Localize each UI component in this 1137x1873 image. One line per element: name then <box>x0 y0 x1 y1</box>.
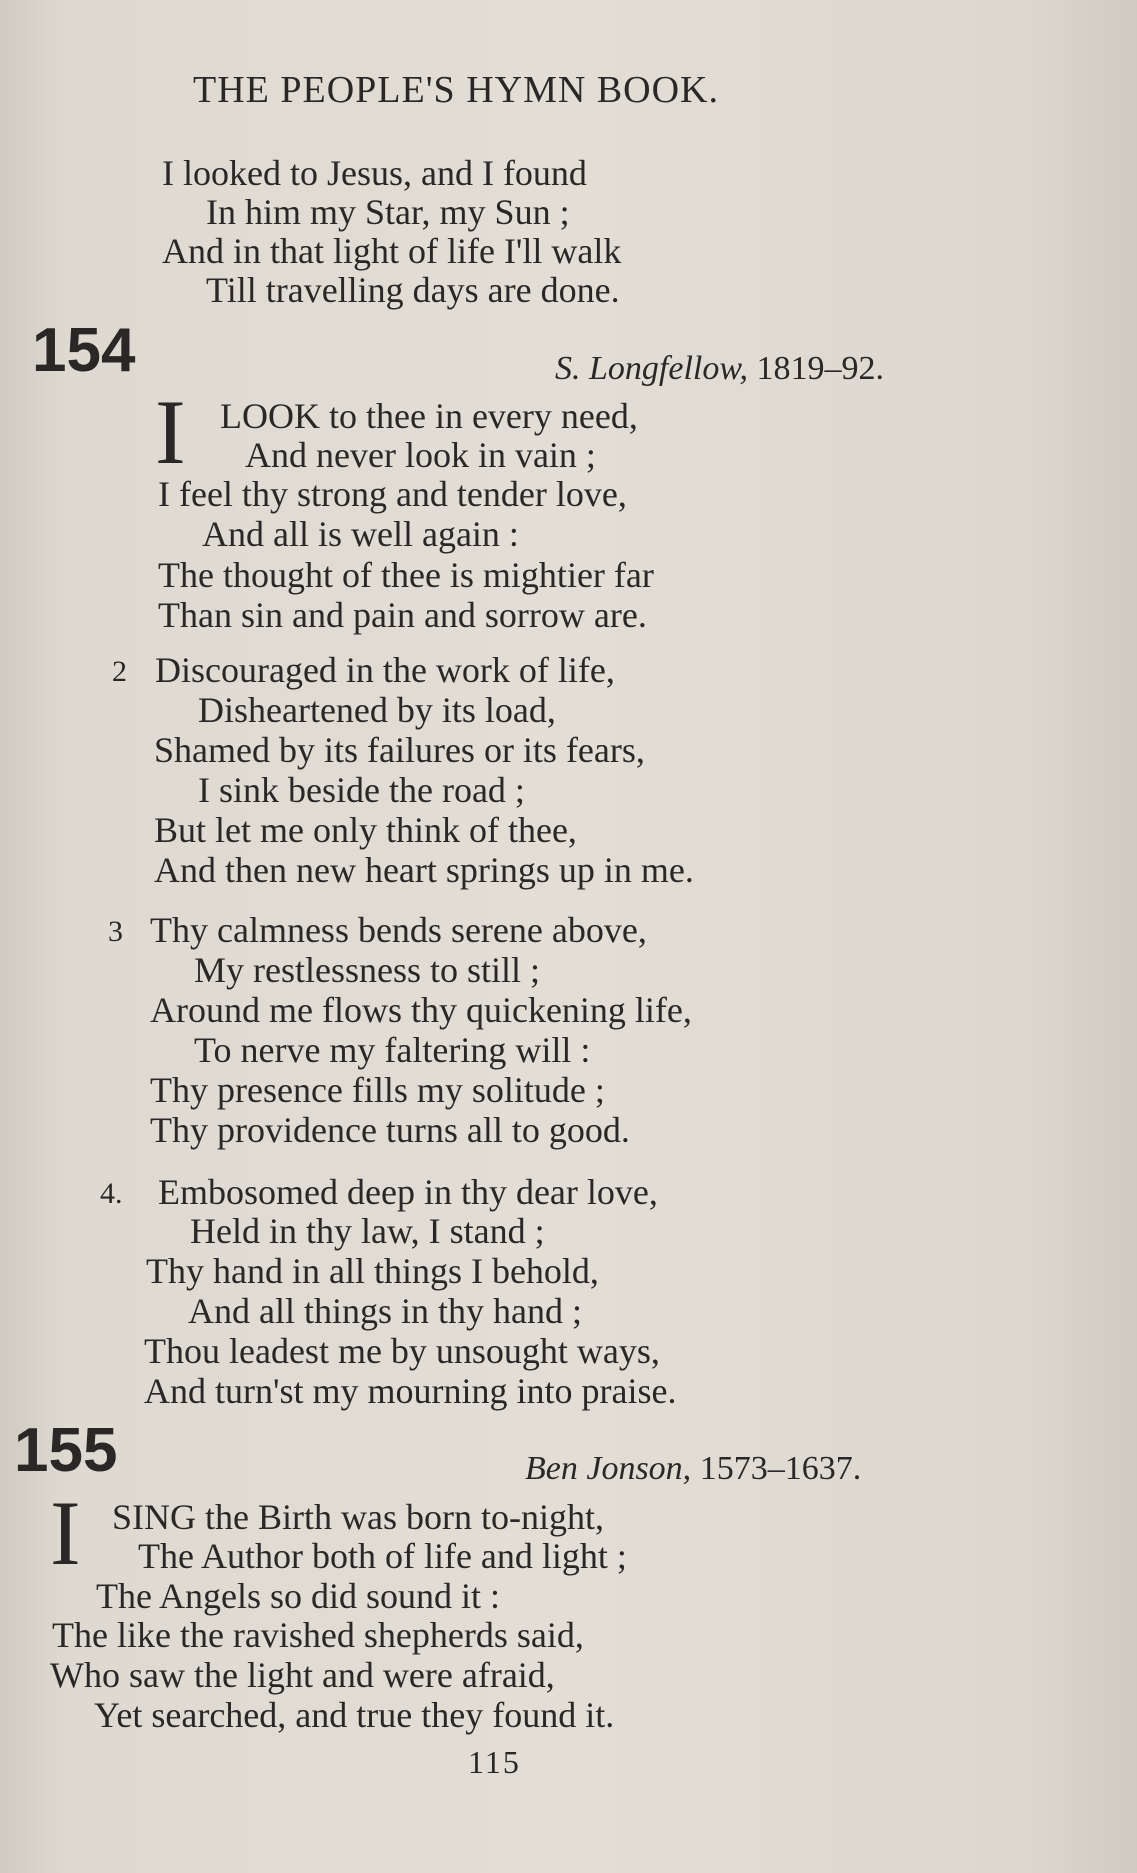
verse-line: Around me flows thy quickening life, <box>150 990 692 1030</box>
verse-line: I feel thy strong and tender love, <box>158 474 627 514</box>
verse-line: Than sin and pain and sorrow are. <box>158 595 647 635</box>
verse-line: Who saw the light and were afraid, <box>50 1655 555 1695</box>
page-number: 115 <box>468 1744 521 1780</box>
verse-line: I sink beside the road ; <box>198 770 525 810</box>
verse-line: Shamed by its failures or its fears, <box>154 730 645 770</box>
verse-line: My restlessness to still ; <box>194 950 541 990</box>
verse-line: The like the ravished shepherds said, <box>52 1615 584 1655</box>
verse-line: And turn'st my mourning into praise. <box>144 1371 677 1411</box>
verse-line: Discouraged in the work of life, <box>155 650 615 690</box>
verse-line: The Angels so did sound it : <box>96 1576 500 1616</box>
verse-number: 4. <box>100 1177 123 1210</box>
verse-line: And all is well again : <box>202 514 519 554</box>
author-years: 1573–1637. <box>699 1450 862 1487</box>
hymn-number: 155 <box>14 1416 118 1485</box>
author-name: Ben Jonson, <box>525 1450 692 1487</box>
verse-line: Thy presence fills my solitude ; <box>150 1070 605 1110</box>
verse-line: Thy providence turns all to good. <box>150 1110 630 1150</box>
running-header: THE PEOPLE'S HYMN BOOK. <box>193 69 719 111</box>
verse-line: Thy hand in all things I behold, <box>146 1251 599 1291</box>
hymn-author <box>555 350 884 388</box>
verse-line: Yet searched, and true they found it. <box>94 1695 615 1735</box>
drop-cap: I <box>155 381 186 483</box>
author-years: 1819–92. <box>756 350 884 387</box>
verse-line: Thou leadest me by unsought ways, <box>144 1331 660 1371</box>
verse-line: Held in thy law, I stand ; <box>190 1211 545 1251</box>
drop-cap: I <box>50 1482 81 1584</box>
verse-number: 2 <box>112 655 127 688</box>
verse-line: In him my Star, my Sun ; <box>206 192 570 232</box>
hymn-author <box>525 1450 861 1488</box>
verse-number: 3 <box>108 915 123 948</box>
verse-line: And in that light of life I'll walk <box>162 231 622 271</box>
verse-line: And all things in thy hand ; <box>188 1291 582 1331</box>
verse-line: Thy calmness bends serene above, <box>150 910 647 950</box>
verse-line: But let me only think of thee, <box>154 810 577 850</box>
verse-line: LOOK to thee in every need, <box>220 396 638 436</box>
verse-line: The Author both of life and light ; <box>138 1536 627 1576</box>
verse-line: Till travelling days are done. <box>206 270 620 310</box>
verse-line: And never look in vain ; <box>245 435 596 475</box>
verse-line: The thought of thee is mightier far <box>158 555 654 595</box>
verse-line: To nerve my faltering will : <box>194 1030 591 1070</box>
verse-line: SING the Birth was born to-night, <box>112 1497 604 1537</box>
author-name: S. Longfellow, <box>555 350 748 387</box>
verse-line: Embosomed deep in thy dear love, <box>158 1172 658 1212</box>
hymn-number: 154 <box>32 316 136 385</box>
verse-line: Disheartened by its load, <box>198 690 556 730</box>
verse-line: And then new heart springs up in me. <box>154 850 694 890</box>
verse-line: I looked to Jesus, and I found <box>162 153 587 193</box>
